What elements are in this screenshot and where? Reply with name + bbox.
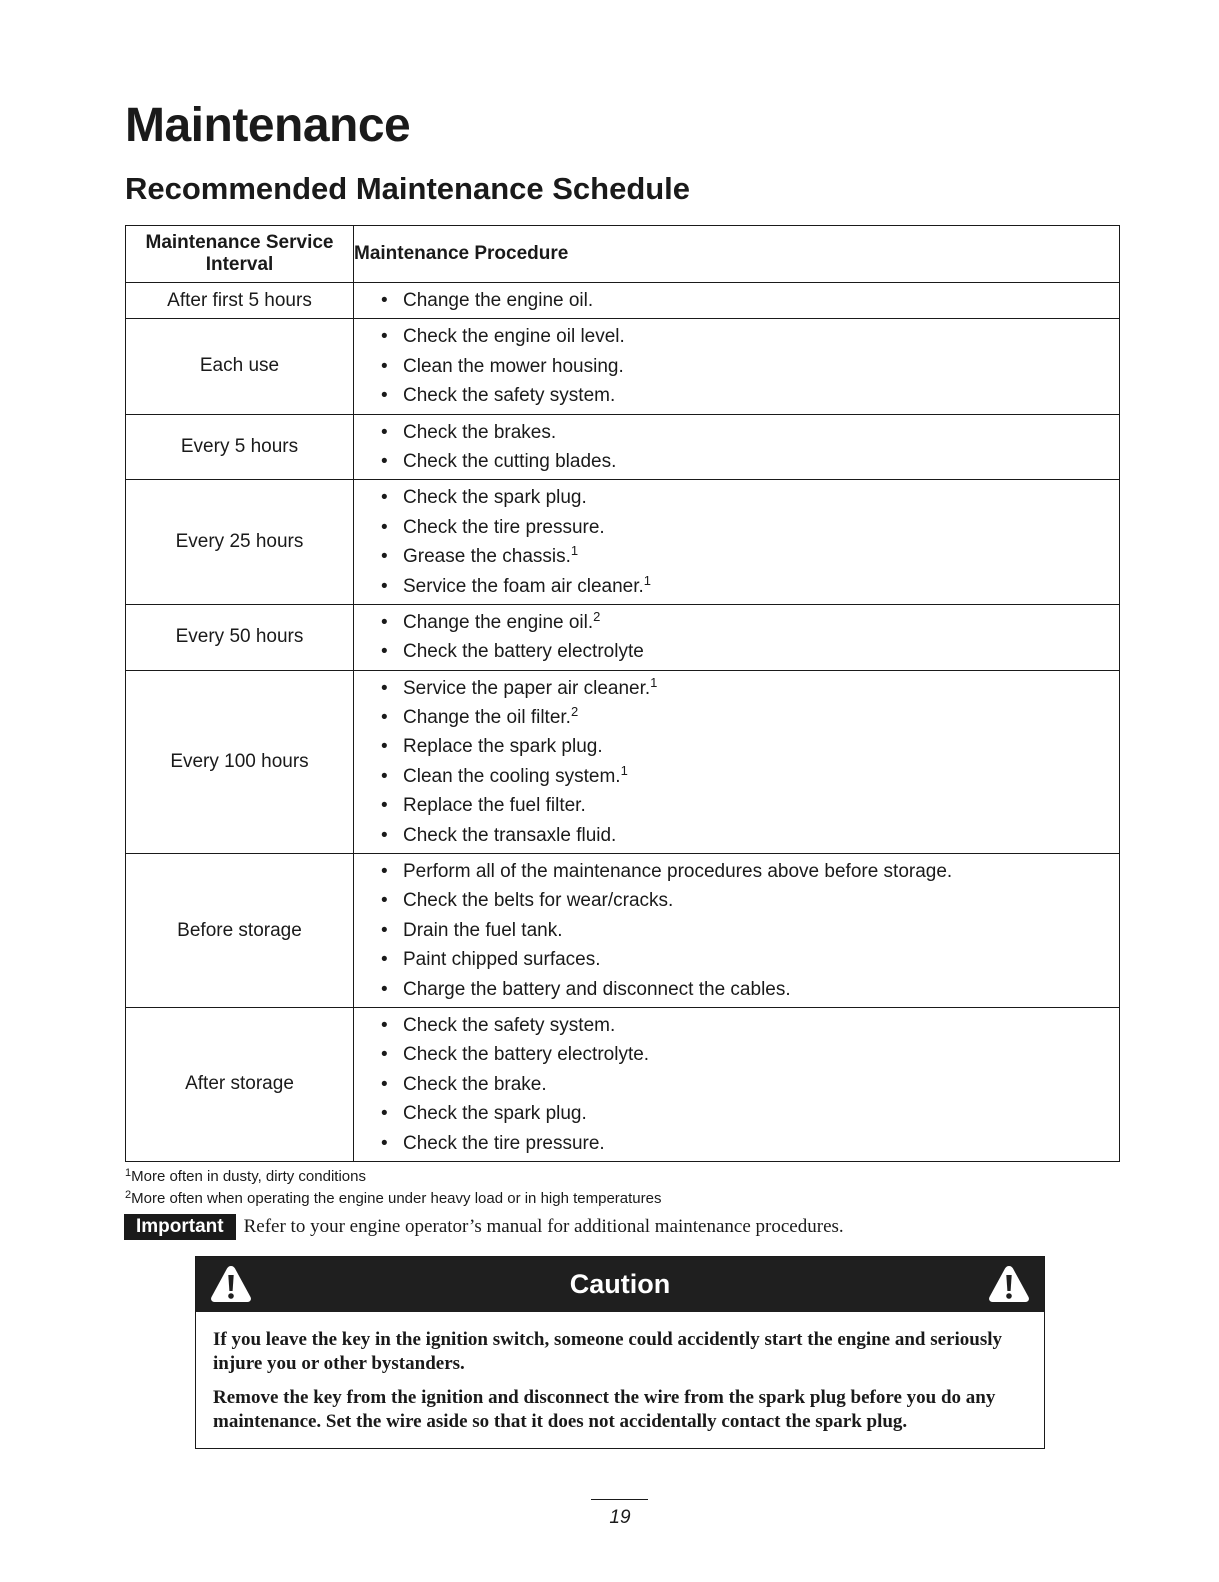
page-title: Maintenance	[125, 99, 411, 152]
procedure-text: Change the engine oil.	[403, 611, 594, 633]
procedure-item	[354, 1129, 1119, 1158]
bullet-icon: •	[381, 611, 388, 633]
procedure-list	[354, 415, 1119, 480]
footnote-marker: 1	[620, 762, 628, 778]
procedure-item	[354, 608, 1119, 637]
table-row	[126, 319, 1120, 414]
procedure-list	[354, 1008, 1119, 1161]
procedure-item	[354, 381, 1119, 410]
footnote-marker: 2	[570, 704, 579, 720]
procedure-item	[354, 945, 1119, 974]
bullet-icon: •	[381, 1103, 388, 1125]
warning-triangle-icon	[988, 1264, 1030, 1304]
footnote-marker: 1	[570, 543, 579, 559]
table-row	[126, 283, 1120, 319]
table-row	[126, 854, 1120, 1008]
procedure-cell	[354, 854, 1120, 1008]
procedure-text: Grease the chassis.	[403, 546, 571, 568]
footnote-marker: 1	[650, 674, 658, 690]
footnote-marker: 2	[593, 608, 601, 624]
procedure-item	[354, 821, 1119, 850]
procedure-item	[354, 286, 1119, 315]
procedure-item	[354, 791, 1119, 820]
procedure-cell	[354, 480, 1120, 605]
procedure-item	[354, 637, 1119, 666]
procedure-item	[354, 322, 1119, 351]
bullet-icon: •	[381, 385, 388, 407]
page-number-rule	[591, 1499, 648, 1500]
procedure-text: Check the brake.	[403, 1073, 547, 1095]
bullet-icon: •	[381, 1132, 388, 1154]
footnote-2: $^2$More often when operating the engine under heavy load or in high temperatures	[125, 1189, 662, 1207]
procedure-list	[354, 605, 1119, 670]
interval-cell: After storage	[126, 1007, 354, 1161]
bullet-icon: •	[381, 355, 388, 377]
procedure-cell	[354, 283, 1120, 319]
bullet-icon: •	[381, 919, 388, 941]
procedure-list	[354, 283, 1119, 318]
section-title: Recommended Maintenance Schedule	[125, 171, 691, 206]
procedure-text: Check the cutting blades.	[403, 450, 617, 472]
caution-paragraph-2: Remove the key from the ignition and disconnect the wire from the spark plug before you do any maintenance. Set the wire aside so that it does not accidentally contact the spark plug.	[213, 1387, 996, 1432]
interval-cell: Before storage	[126, 854, 354, 1008]
procedure-cell	[354, 1007, 1120, 1161]
table-body	[126, 283, 1120, 1162]
bullet-icon: •	[381, 421, 388, 443]
procedure-text: Check the battery electrolyte.	[403, 1044, 650, 1066]
procedure-text: Change the oil filter.	[403, 707, 571, 729]
procedure-text: Check the spark plug.	[403, 487, 587, 509]
procedure-item	[354, 483, 1119, 512]
procedure-text: Replace the fuel filter.	[403, 795, 586, 817]
important-note	[124, 1214, 844, 1240]
procedure-text: Check the spark plug.	[403, 1103, 587, 1125]
procedure-item	[354, 418, 1119, 447]
procedure-item	[354, 1011, 1119, 1040]
procedure-text: Check the transaxle fluid.	[403, 824, 617, 846]
procedure-text: Clean the cooling system.	[403, 765, 621, 787]
procedure-cell	[354, 604, 1120, 670]
procedure-item	[354, 916, 1119, 945]
bullet-icon: •	[381, 641, 388, 663]
table-row	[126, 670, 1120, 853]
procedure-text: Check the battery electrolyte	[403, 641, 644, 663]
interval-cell: After first 5 hours	[126, 283, 354, 319]
caution-paragraph-1: If you leave the key in the ignition switch, someone could accidently start the engine and seriously injure you or other bystanders.	[213, 1329, 1003, 1374]
procedure-text: Check the engine oil level.	[403, 326, 625, 348]
caution-title: Caution	[569, 1269, 671, 1299]
procedure-text: Change the engine oil.	[403, 290, 594, 311]
procedure-list	[354, 854, 1119, 1007]
bullet-icon: •	[381, 824, 388, 846]
bullet-icon: •	[381, 1044, 388, 1066]
bullet-icon: •	[381, 861, 388, 883]
bullet-icon: •	[381, 450, 388, 472]
procedure-text: Paint chipped surfaces.	[403, 949, 601, 971]
interval-cell: Each use	[126, 319, 354, 414]
bullet-icon: •	[381, 765, 388, 787]
bullet-icon: •	[381, 290, 388, 311]
procedure-item	[354, 352, 1119, 381]
procedure-text: Drain the fuel tank.	[403, 919, 563, 941]
interval-cell: Every 50 hours	[126, 604, 354, 670]
procedure-cell	[354, 414, 1120, 480]
procedure-text: Check the safety system.	[403, 1014, 616, 1036]
procedure-list	[354, 319, 1119, 413]
table-row	[126, 480, 1120, 605]
procedure-text: Check the brakes.	[403, 421, 557, 443]
procedure-item	[354, 542, 1119, 571]
procedure-item	[354, 513, 1119, 542]
procedure-item	[354, 857, 1119, 886]
procedure-item	[354, 732, 1119, 761]
interval-cell: Every 100 hours	[126, 670, 354, 853]
procedure-item	[354, 572, 1119, 601]
table-header-row	[126, 226, 1120, 283]
bullet-icon: •	[381, 677, 388, 699]
bullet-icon: •	[381, 736, 388, 758]
procedure-text: Service the paper air cleaner.	[403, 677, 651, 699]
bullet-icon: •	[381, 1014, 388, 1036]
procedure-cell	[354, 670, 1120, 853]
table-row	[126, 604, 1120, 670]
bullet-icon: •	[381, 546, 388, 568]
bullet-icon: •	[381, 1073, 388, 1095]
procedure-text: Check the tire pressure.	[403, 1132, 605, 1154]
footnote-marker: 1	[643, 572, 652, 588]
bullet-icon: •	[381, 949, 388, 971]
caution-header	[196, 1257, 1044, 1312]
bullet-icon: •	[381, 516, 388, 538]
bullet-icon: •	[381, 890, 388, 912]
bullet-icon: •	[381, 487, 388, 509]
procedure-text: Check the tire pressure.	[403, 516, 605, 538]
procedure-text: Check the belts for wear/cracks.	[403, 890, 674, 912]
procedure-item	[354, 1040, 1119, 1069]
bullet-icon: •	[381, 978, 388, 1000]
footnotes	[125, 1166, 661, 1210]
bullet-icon: •	[381, 326, 388, 348]
procedure-cell	[354, 319, 1120, 414]
bullet-icon: •	[381, 575, 388, 597]
header-interval: Maintenance Service Interval	[126, 226, 354, 283]
procedure-item	[354, 674, 1119, 703]
interval-cell: Every 25 hours	[126, 480, 354, 605]
table-row	[126, 1007, 1120, 1161]
caution-body	[196, 1312, 1044, 1448]
procedure-item	[354, 703, 1119, 732]
procedure-list	[354, 671, 1119, 853]
procedure-text: Charge the battery and disconnect the cables.	[403, 978, 791, 1000]
caution-box	[195, 1256, 1045, 1449]
procedure-item	[354, 447, 1119, 476]
procedure-item	[354, 886, 1119, 915]
maintenance-schedule-table	[125, 225, 1120, 1162]
important-text: Refer to your engine operator’s manual for additional maintenance procedures.	[243, 1216, 844, 1237]
page-number: 19	[609, 1507, 631, 1528]
bullet-icon: •	[381, 707, 388, 729]
procedure-item	[354, 1099, 1119, 1128]
important-label: Important	[124, 1214, 236, 1240]
procedure-text: Service the foam air cleaner.	[403, 575, 644, 597]
header-procedure: Maintenance Procedure	[354, 226, 1120, 283]
interval-cell: Every 5 hours	[126, 414, 354, 480]
procedure-item	[354, 1070, 1119, 1099]
bullet-icon: •	[381, 795, 388, 817]
procedure-text: Perform all of the maintenance procedures above before storage.	[403, 861, 953, 883]
procedure-text: Clean the mower housing.	[403, 355, 624, 377]
procedure-item	[354, 762, 1119, 791]
procedure-text: Replace the spark plug.	[403, 736, 603, 758]
footnote-1: $^1$More often in dusty, dirty conditions	[125, 1167, 366, 1185]
procedure-list	[354, 480, 1119, 604]
procedure-text: Check the safety system.	[403, 385, 616, 407]
procedure-item	[354, 975, 1119, 1004]
table-row	[126, 414, 1120, 480]
